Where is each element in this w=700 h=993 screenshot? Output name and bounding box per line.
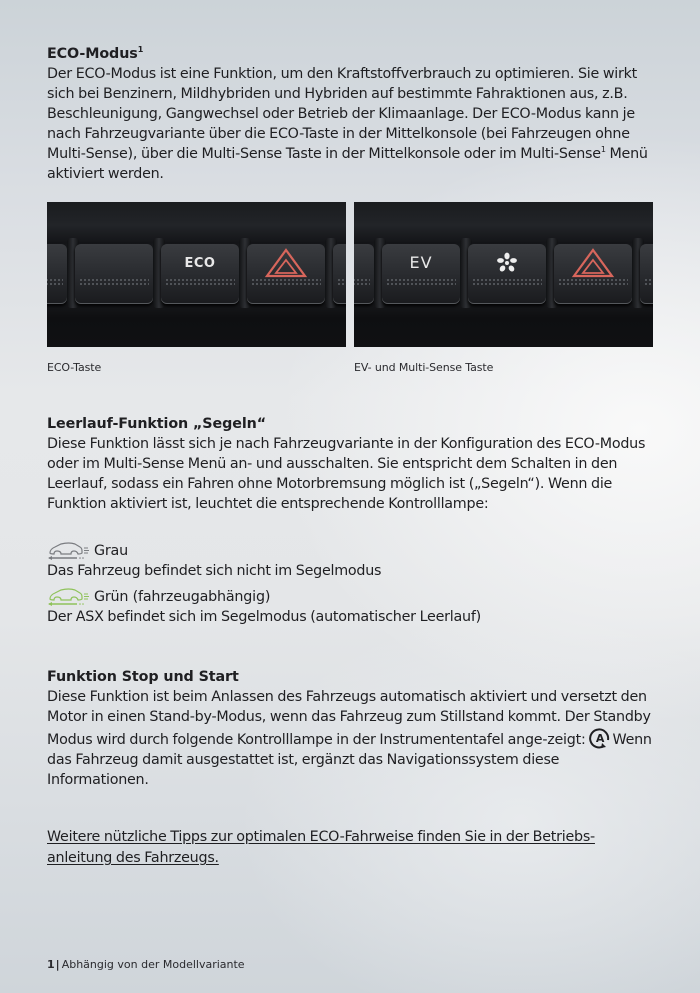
console-button: [333, 244, 346, 304]
footnote: 1| Abhängig von der Modellvariante: [47, 958, 245, 971]
indicator-description-green: Der ASX befindet sich im Segelmodus (automatischer Leerlauf): [47, 609, 481, 625]
svg-text:A: A: [595, 732, 604, 745]
hazard-triangle-icon: [264, 248, 308, 278]
eco-mode-section: [47, 44, 653, 184]
console-button-hazard: [554, 244, 632, 304]
indicator-list: [47, 541, 653, 627]
auto-stop-start-icon: [589, 727, 611, 749]
tips-link[interactable]: Weitere nützliche Tipps zur optimalen ECO-Fahrweise finden Sie in der Betriebs-anleitung des Fahrzeugs.: [47, 829, 595, 866]
stop-start-section: [47, 667, 653, 790]
eco-mode-paragraph: Der ECO-Modus ist eine Funktion, um den Kraftstoffverbrauch zu optimieren. Sie wirkt sich bei Benzinern, Mildhybriden und Hybriden auf bestimmte Fahraktionen aus, z.B. Beschleunigung, Gangwechsel oder Betrieb der Klimaanlage. Der ECO-Modus kann je nach Fahrzeugvariante über die ECO-Taste in der Mittelkonsole (bei Fahrzeugen ohne Multi-Sense), über die Multi-Sense Taste in der Mittelkonsole oder im Multi-Sense$^1$ Menü aktiviert werden.: [47, 66, 648, 182]
stop-start-paragraph: Diese Funktion ist beim Anlassen des Fahrzeugs automatisch aktiviert und versetzt den Motor in einen Stand-by-Modus, wenn das Fahrzeug zum Stillstand kommt. Der Standby Modus wird durch folgende Kontrolllampe in der Instrumententafel ange-zeigt: A Wenn das Fahrzeug damit ausgestattet ist, ergänzt das Navigationssystem diese Informationen.: [47, 689, 652, 788]
console-button: [47, 244, 67, 304]
hazard-triangle-icon: [571, 248, 615, 278]
eco-button-photo: [47, 202, 346, 347]
indicator-item-green: [47, 587, 653, 627]
console-button: [640, 244, 653, 304]
section-title-coasting: Leerlauf-Funktion „Segeln“: [47, 416, 267, 432]
coasting-car-icon: [47, 541, 93, 561]
image-caption-eco: ECO-Taste: [47, 361, 102, 374]
console-button-blank: [75, 244, 153, 304]
coasting-car-icon: [47, 587, 93, 607]
console-button-hazard: [247, 244, 325, 304]
console-button: [354, 244, 374, 304]
indicator-label-grey: Grau: [94, 543, 128, 559]
console-button-eco: ECO: [161, 244, 239, 304]
indicator-label-green: Grün (fahrzeugabhängig): [94, 589, 271, 605]
image-caption-ev-multisense: EV- und Multi-Sense Taste: [354, 361, 494, 374]
coasting-paragraph: Diese Funktion lässt sich je nach Fahrzeugvariante in der Konfiguration des ECO-Modus oder im Multi-Sense Menü an- und ausschalten. Sie entspricht dem Schalten in den Leerlauf, sodass ein Fahren ohne Motorbremsung möglich ist („Segeln“). Wenn die Funktion aktiviert ist, leuchtet die entsprechende Kontrolllampe:: [47, 436, 646, 512]
footnote-marker: 1: [137, 45, 144, 54]
multi-sense-flower-icon: [494, 252, 520, 274]
console-button-multi-sense: [468, 244, 546, 304]
indicator-description-grey: Das Fahrzeug befindet sich nicht im Segelmodus: [47, 563, 382, 579]
console-button-ev: EV: [382, 244, 460, 304]
indicator-item-grey: [47, 541, 653, 581]
section-title-stop-start: Funktion Stop und Start: [47, 669, 239, 685]
coasting-section: [47, 414, 653, 514]
button-photos: [47, 202, 653, 347]
footnote-marker: 1: [600, 145, 606, 154]
ev-multisense-button-photo: [354, 202, 653, 347]
section-title-eco-mode: ECO-Modus$^1$: [47, 45, 144, 62]
